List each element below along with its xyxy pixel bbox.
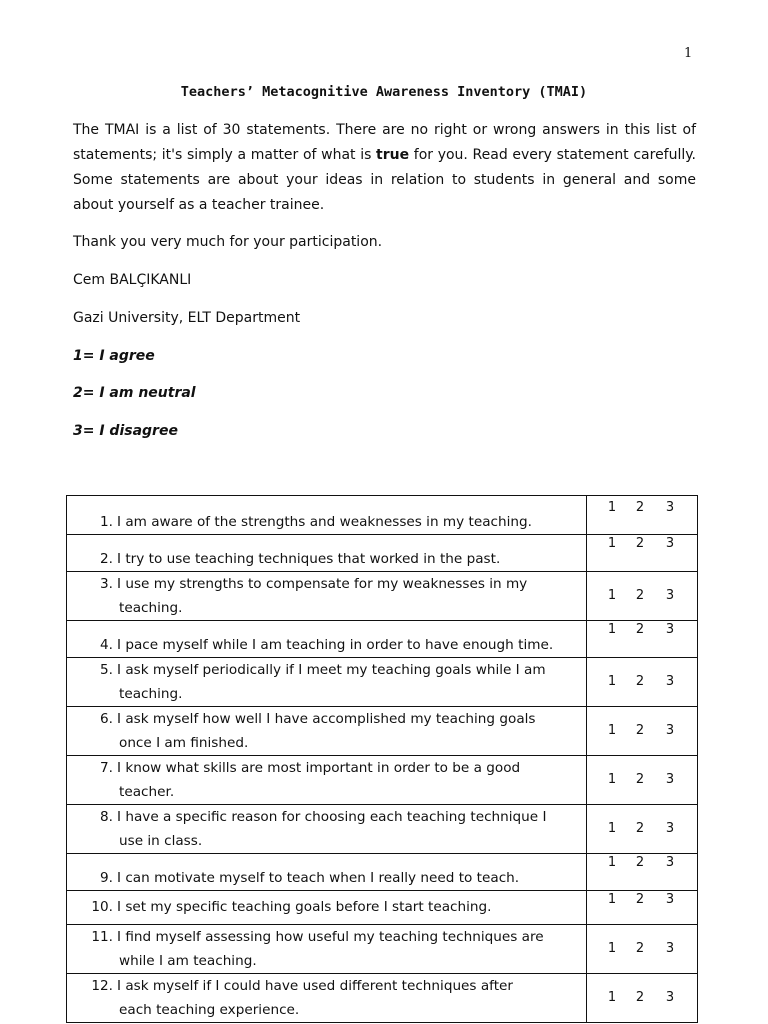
rating-options xyxy=(587,622,697,637)
statement-cell xyxy=(67,572,587,621)
rating-cell xyxy=(587,805,698,854)
rating-option-1[interactable]: 1 xyxy=(607,588,617,603)
statement-line-2: while I am teaching. xyxy=(119,953,257,969)
statement-cell xyxy=(67,658,587,707)
statement-line-2: teaching. xyxy=(119,686,183,702)
rating-options xyxy=(587,674,697,689)
rating-cell xyxy=(587,535,698,572)
statement-content xyxy=(67,621,586,657)
table-row xyxy=(67,756,698,805)
rating-option-3[interactable]: 3 xyxy=(665,821,675,836)
statement-number: 10. xyxy=(91,899,113,915)
rating-option-2[interactable]: 2 xyxy=(635,536,645,551)
statement-text xyxy=(117,805,580,853)
rating-options xyxy=(587,855,697,870)
rating-option-1[interactable]: 1 xyxy=(607,990,617,1005)
statement-number: 11. xyxy=(91,929,113,945)
statement-text xyxy=(117,974,580,1022)
statement-number: 5. xyxy=(100,662,113,678)
rating-option-1[interactable]: 1 xyxy=(607,536,617,551)
rating-options xyxy=(587,821,697,836)
statement-cell xyxy=(67,925,587,974)
statement-content xyxy=(67,572,586,620)
page-number: 1 xyxy=(684,46,693,61)
intro-text-part2: for you. Read every statement carefully. Some statements are about your ideas in relation to students in general and some about yourself as a teacher trainee. xyxy=(73,147,697,213)
statement-line-1: I ask myself periodically if I meet my teaching goals while I am xyxy=(117,662,546,678)
table-row xyxy=(67,707,698,756)
scale-disagree: 3= I disagree xyxy=(73,423,178,439)
table-row xyxy=(67,658,698,707)
rating-options xyxy=(587,536,697,551)
statement-number: 1. xyxy=(100,514,113,530)
statement-content xyxy=(67,925,586,973)
intro-paragraph xyxy=(73,118,696,218)
intro-emphasis: true xyxy=(376,147,410,163)
thanks-line: Thank you very much for your participation. xyxy=(73,234,383,250)
table-row xyxy=(67,925,698,974)
rating-option-2[interactable]: 2 xyxy=(635,674,645,689)
statement-cell xyxy=(67,621,587,658)
statement-text xyxy=(117,756,580,804)
rating-option-1[interactable]: 1 xyxy=(607,892,617,907)
statement-cell xyxy=(67,854,587,891)
statement-line-1: I know what skills are most important in order to be a good xyxy=(117,760,521,776)
rating-options xyxy=(587,723,697,738)
statement-text xyxy=(117,895,580,919)
statement-line-1: I ask myself how well I have accomplished my teaching goals xyxy=(117,711,536,727)
rating-cell xyxy=(587,854,698,891)
statement-line-2: each teaching experience. xyxy=(119,1002,300,1018)
rating-option-3[interactable]: 3 xyxy=(665,941,675,956)
statement-line-1: I pace myself while I am teaching in order to have enough time. xyxy=(117,637,554,653)
statement-cell xyxy=(67,496,587,535)
statement-content xyxy=(67,496,586,534)
rating-option-2[interactable]: 2 xyxy=(635,622,645,637)
statement-cell xyxy=(67,756,587,805)
statement-text xyxy=(117,925,580,973)
rating-option-1[interactable]: 1 xyxy=(607,941,617,956)
rating-option-3[interactable]: 3 xyxy=(665,500,675,515)
rating-option-2[interactable]: 2 xyxy=(635,772,645,787)
author-affiliation: Gazi University, ELT Department xyxy=(73,310,301,326)
rating-options xyxy=(587,990,697,1005)
statement-line-1: I use my strengths to compensate for my weaknesses in my xyxy=(117,576,528,592)
table-row xyxy=(67,805,698,854)
statements-table xyxy=(66,495,698,1023)
rating-cell xyxy=(587,621,698,658)
scale-agree: 1= I agree xyxy=(73,348,155,364)
statement-cell xyxy=(67,974,587,1023)
rating-options xyxy=(587,500,697,515)
statement-text xyxy=(117,658,580,706)
statement-text xyxy=(117,510,580,534)
statement-number: 6. xyxy=(100,711,113,727)
rating-option-3[interactable]: 3 xyxy=(665,536,675,551)
statement-content xyxy=(67,658,586,706)
rating-option-2[interactable]: 2 xyxy=(635,941,645,956)
rating-option-3[interactable]: 3 xyxy=(665,990,675,1005)
statement-cell xyxy=(67,707,587,756)
statement-line-1: I try to use teaching techniques that worked in the past. xyxy=(117,551,501,567)
rating-cell xyxy=(587,891,698,925)
rating-option-3[interactable]: 3 xyxy=(665,588,675,603)
rating-option-2[interactable]: 2 xyxy=(635,723,645,738)
statement-line-1: I can motivate myself to teach when I really need to teach. xyxy=(117,870,520,886)
table-row xyxy=(67,891,698,925)
rating-option-1[interactable]: 1 xyxy=(607,821,617,836)
rating-option-3[interactable]: 3 xyxy=(665,892,675,907)
rating-option-1[interactable]: 1 xyxy=(607,622,617,637)
statement-content xyxy=(67,535,586,571)
rating-option-2[interactable]: 2 xyxy=(635,821,645,836)
rating-cell xyxy=(587,707,698,756)
statement-text xyxy=(117,866,580,890)
rating-cell xyxy=(587,572,698,621)
rating-option-2[interactable]: 2 xyxy=(635,588,645,603)
statement-cell xyxy=(67,891,587,925)
statement-number: 12. xyxy=(91,978,113,994)
rating-option-1[interactable]: 1 xyxy=(607,772,617,787)
rating-option-2[interactable]: 2 xyxy=(635,990,645,1005)
statement-cell xyxy=(67,535,587,572)
table-row xyxy=(67,974,698,1023)
statement-text xyxy=(117,572,580,620)
statement-number: 2. xyxy=(100,551,113,567)
rating-cell xyxy=(587,974,698,1023)
statement-content xyxy=(67,707,586,755)
document-title: Teachers’ Metacognitive Awareness Inventory (TMAI) xyxy=(180,84,588,100)
statement-line-2: once I am finished. xyxy=(119,735,249,751)
rating-option-3[interactable]: 3 xyxy=(665,674,675,689)
statement-text xyxy=(117,547,580,571)
statement-line-1: I set my specific teaching goals before I start teaching. xyxy=(117,899,492,915)
rating-options xyxy=(587,892,697,907)
statement-number: 9. xyxy=(100,870,113,886)
table-row xyxy=(67,854,698,891)
rating-option-2[interactable]: 2 xyxy=(635,892,645,907)
rating-option-2[interactable]: 2 xyxy=(635,500,645,515)
rating-cell xyxy=(587,658,698,707)
rating-options xyxy=(587,772,697,787)
table-row xyxy=(67,572,698,621)
statement-text xyxy=(117,707,580,755)
statement-content xyxy=(67,805,586,853)
rating-option-3[interactable]: 3 xyxy=(665,723,675,738)
statement-number: 7. xyxy=(100,760,113,776)
statement-line-1: I ask myself if I could have used different techniques after xyxy=(117,978,513,994)
scale-neutral: 2= I am neutral xyxy=(73,385,196,401)
rating-option-1[interactable]: 1 xyxy=(607,723,617,738)
statement-line-2: teacher. xyxy=(119,784,175,800)
statement-number: 3. xyxy=(100,576,113,592)
author-name: Cem BALÇIKANLI xyxy=(73,272,192,288)
table-row xyxy=(67,496,698,535)
table-row xyxy=(67,535,698,572)
intro-text-part1: The TMAI is a list of 30 statements. There are no right or wrong answers in this list of statements; it's simply a matter of what is xyxy=(73,122,696,163)
statement-line-2: use in class. xyxy=(119,833,203,849)
rating-option-3[interactable]: 3 xyxy=(665,622,675,637)
rating-options xyxy=(587,588,697,603)
statements-table-body xyxy=(67,496,698,1023)
statement-cell xyxy=(67,805,587,854)
statement-number: 4. xyxy=(100,637,113,653)
rating-option-1[interactable]: 1 xyxy=(607,500,617,515)
rating-cell xyxy=(587,756,698,805)
statement-line-1: I find myself assessing how useful my teaching techniques are xyxy=(117,929,544,945)
statement-line-1: I have a specific reason for choosing each teaching technique I xyxy=(117,809,547,825)
statement-line-2: teaching. xyxy=(119,600,183,616)
rating-option-1[interactable]: 1 xyxy=(607,674,617,689)
statement-content xyxy=(67,854,586,890)
rating-option-3[interactable]: 3 xyxy=(665,855,675,870)
rating-option-3[interactable]: 3 xyxy=(665,772,675,787)
statement-content xyxy=(67,974,586,1022)
table-row xyxy=(67,621,698,658)
rating-cell xyxy=(587,925,698,974)
rating-options xyxy=(587,941,697,956)
rating-option-1[interactable]: 1 xyxy=(607,855,617,870)
rating-cell xyxy=(587,496,698,535)
statement-content xyxy=(67,891,586,919)
statement-number: 8. xyxy=(100,809,113,825)
statement-content xyxy=(67,756,586,804)
rating-option-2[interactable]: 2 xyxy=(635,855,645,870)
statement-line-1: I am aware of the strengths and weaknesses in my teaching. xyxy=(117,514,532,530)
statement-text xyxy=(117,633,580,657)
